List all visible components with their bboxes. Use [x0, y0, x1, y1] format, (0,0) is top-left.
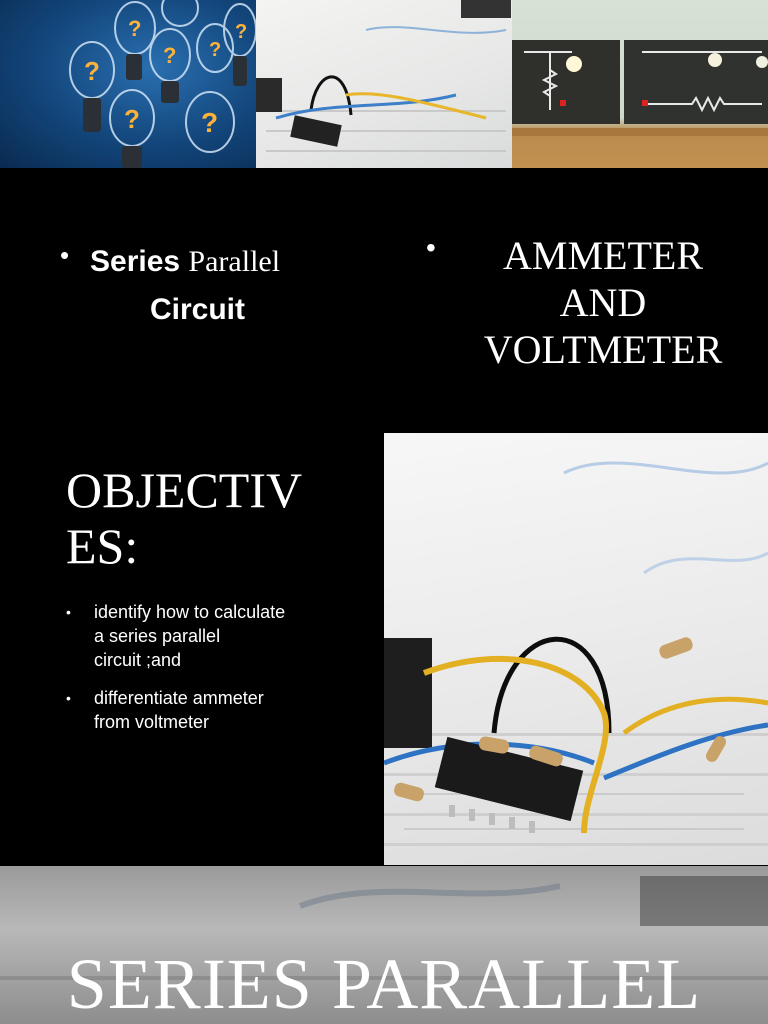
objectives-heading: [66, 462, 366, 574]
topic-ammeter-voltmeter: [420, 232, 760, 372]
svg-text:?: ?: [209, 39, 222, 61]
circuit-boxes-image: [512, 0, 768, 168]
topic-line-voltmeter: VOLTMETER: [483, 327, 723, 372]
topic-line-1: [90, 244, 350, 280]
topic-word-circuit: Circuit: [150, 293, 246, 326]
objective-text-line: from voltmeter: [94, 712, 210, 732]
svg-text:?: ?: [235, 21, 248, 43]
objective-item: [66, 686, 366, 734]
breadboard-illustration-top: [256, 0, 512, 168]
svg-text:?: ?: [201, 107, 219, 138]
bullet-marker: •: [66, 690, 71, 706]
section-title: SERIES PARALLEL: [66, 944, 702, 1024]
objectives-list: [66, 600, 366, 748]
light-bulbs-image: [0, 0, 256, 168]
bullet-marker: •: [426, 232, 436, 263]
svg-text:?: ?: [128, 16, 142, 41]
breadboard-illustration-main: [384, 433, 768, 865]
objective-text-line: identify how to calculate: [94, 602, 286, 622]
objective-item: [66, 600, 366, 672]
svg-text:?: ?: [124, 104, 140, 134]
objective-text-line: differentiate ammeter: [94, 688, 264, 708]
objective-text-line: circuit ;and: [94, 650, 182, 670]
objectives-heading-line-2: ES:: [66, 518, 139, 574]
objectives-heading-line-1: OBJECTIV: [66, 462, 303, 518]
svg-text:?: ?: [163, 43, 177, 68]
breadboard-image-top: [256, 0, 512, 168]
topic-word-parallel: Parallel: [188, 245, 281, 278]
topic-line-and: AND: [559, 280, 647, 325]
breadboard-image-main: [384, 433, 768, 865]
topic-series-parallel-circuit: [60, 240, 340, 340]
topic-line-ammeter: AMMETER: [503, 233, 703, 278]
question-bulbs-illustration: [0, 0, 256, 168]
bullet-marker: •: [66, 604, 71, 620]
objective-text-line: a series parallel: [94, 626, 221, 646]
topic-text: [450, 232, 756, 373]
topic-word-series: Series: [90, 245, 181, 278]
circuit-boxes-illustration: [512, 0, 768, 168]
svg-text:?: ?: [84, 56, 100, 86]
bullet-marker: •: [60, 240, 70, 270]
